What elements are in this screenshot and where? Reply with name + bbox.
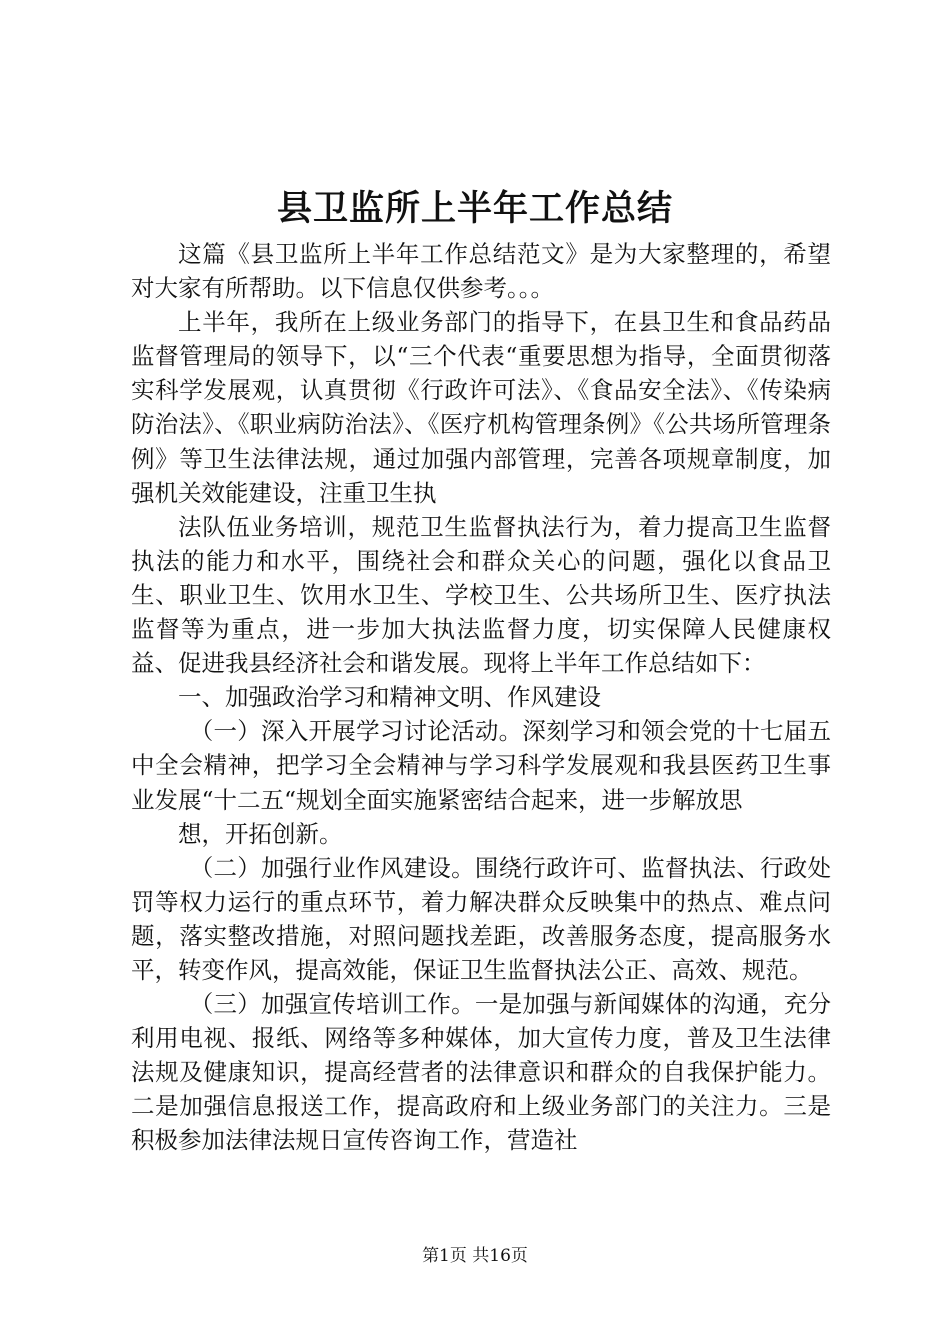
page-number-footer: 第1页 共16页 <box>422 1246 528 1266</box>
document-title: 县卫监所上半年工作总结 <box>276 188 673 229</box>
overview-paragraph: 上半年，我所在上级业务部门的指导下，在县卫生和食品药品监督管理局的领导下，以“三个代表“重要思想为指导，全面贯彻落实科学发展观，认真贯彻《行政许可法》、《食品安全法》、《传染病防治法》、《职业病防治法》、《医疗机构管理条例》《公共场所管理条例》等卫生法律法规，通过加强内部管理，完善各项规章制度，加强机关效能建设，注重卫生执 <box>131 308 831 507</box>
overview-continued-paragraph: 法队伍业务培训，规范卫生监督执法行为，着力提高卫生监督执法的能力和水平，围绕社会和群众关心的问题，强化以食品卫生、职业卫生、饮用水卫生、学校卫生、公共场所卫生、医疗执法监督等为重点，进一步加大执法监督力度，切实保障人民健康权益、促进我县经济社会和谐发展。现将上半年工作总结如下： <box>131 512 831 678</box>
subsection-2-paragraph: （二）加强行业作风建设。围绕行政许可、监督执法、行政处罚等权力运行的重点环节，着力解决群众反映集中的热点、难点问题，落实整改措施，对照问题找差距，改善服务态度，提高服务水平，转变作风，提高效能，保证卫生监督执法公正、高效、规范。 <box>131 853 831 984</box>
intro-paragraph: 这篇《县卫监所上半年工作总结范文》是为大家整理的，希望对大家有所帮助。以下信息仅供参考。。。 <box>131 240 831 303</box>
subsection-1-continued-paragraph: 想，开拓创新。 <box>178 819 343 848</box>
subsection-3-paragraph: （三）加强宣传培训工作。一是加强与新闻媒体的沟通，充分利用电视、报纸、网络等多种媒体，加大宣传力度，普及卫生法律法规及健康知识，提高经营者的法律意识和群众的自我保护能力。二是加强信息报送工作，提高政府和上级业务部门的关注力。三是积极参加法律法规日宣传咨询工作，营造社 <box>131 990 831 1155</box>
document-body <box>131 237 831 1158</box>
subsection-1-paragraph: （一）深入开展学习讨论活动。深刻学习和领会党的十七届五中全会精神，把学习全会精神与学习科学发展观和我县医药卫生事业发展“十二五“规划全面实施紧密结合起来，进一步解放思 <box>131 717 831 814</box>
section-heading-1: 一、加强政治学习和精神文明、作风建设 <box>178 683 601 712</box>
